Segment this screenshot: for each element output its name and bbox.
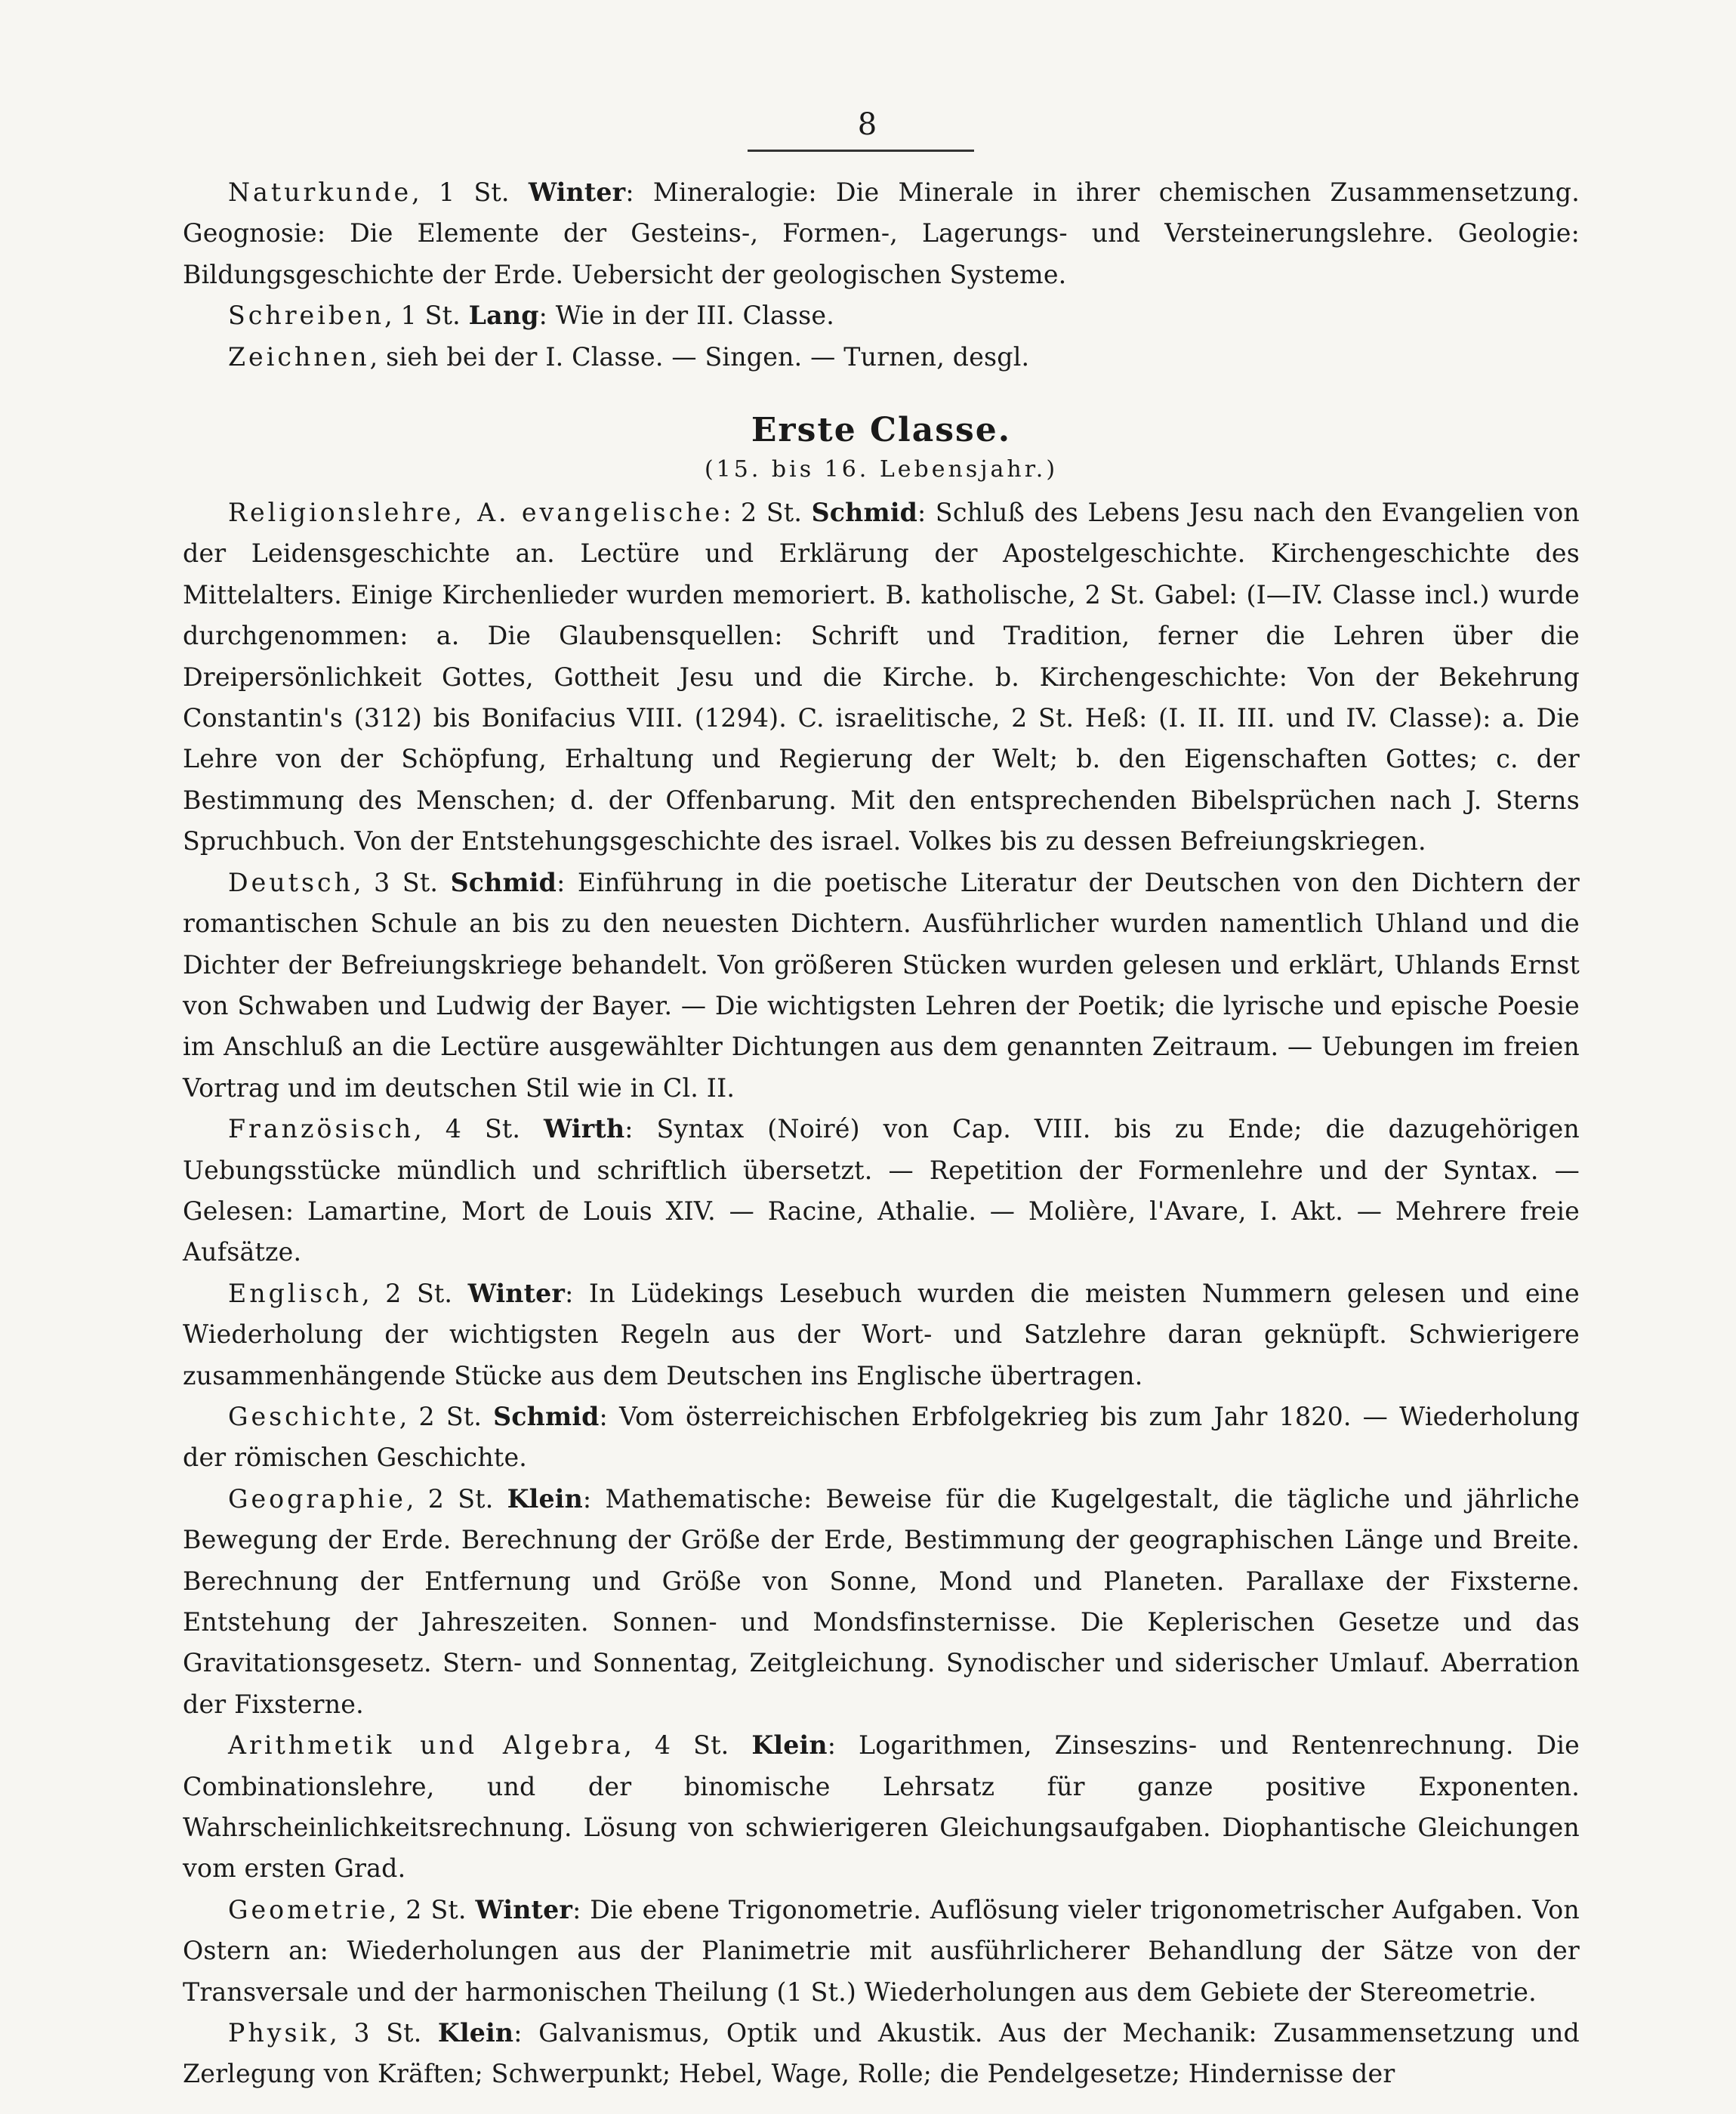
text-geschichte: : Vom österreichischen Erbfolgekrieg bis zum Jahr 1820. — Wiederholung der römischen Geschichte.: [183, 1401, 1580, 1473]
paragraph-geographie: [183, 1479, 1580, 1725]
teacher-geographie: Klein: [507, 1483, 583, 1514]
paragraph-schreiben: [183, 295, 1580, 336]
page-number: 8: [857, 107, 879, 142]
teacher-geometrie: Winter: [475, 1894, 573, 1924]
hours-deutsch: , 3 St.: [353, 867, 451, 897]
teacher-geschichte: Schmid: [493, 1401, 600, 1431]
teacher-arithmetik: Klein: [751, 1730, 828, 1761]
text-physik: : Galvanismus, Optik und Akustik. Aus der Mechanik: Zusammensetzung und Zerlegung von Kräften; Schwerpunkt; Hebel, Wage, Rolle; die Pendelgesetze; Hindernisse der: [183, 2018, 1580, 2089]
section-heading: Erste Classe.: [751, 411, 1012, 450]
subject-physik: Physik: [228, 2018, 330, 2048]
subject-arithmetik: Arithmetik und Algebra: [228, 1730, 624, 1761]
section-subheading: (15. bis 16. Lebensjahr.): [704, 456, 1059, 483]
text-arithmetik: : Logarithmen, Zinseszins- und Rentenrechnung. Die Combinationslehre, und der binomische Lehrsatz für ganze positive Exponenten. Wahrscheinlichkeitsrechnung. Lösung von schwierigeren Gleichungsaufgaben. Diophantische Gleichungen vom ersten Grad.: [183, 1730, 1580, 1884]
subject-zeichnen: Zeichnen: [228, 341, 370, 372]
body-text: [183, 172, 1580, 2095]
subject-geometrie: Geometrie: [228, 1894, 389, 1924]
teacher-religionslehre: Schmid: [811, 498, 918, 528]
text-geographie: : Mathematische: Beweise für die Kugelgestalt, die tägliche und jährliche Bewegung der Erde. Berechnung der Größe der Erde, Bestimmung der geographischen Länge und Breite. Berechnung der Entfernung und Größe von Sonne, Mond und Planeten. Parallaxe der Fixsterne. Entstehung der Jahreszeiten. Sonnen- und Mondsfinsternisse. Die Keplerischen Gesetze und das Gravitationsgesetz. Stern- und Sonnentag, Zeitgleichung. Synodischer und siderischer Umlauf. Aberration der Fixsterne.: [183, 1483, 1580, 1719]
latin-titles-franzoesisch: Lamartine, Mort de Louis XIV. — Racine, Athalie. — Molière, l'Avare, I. Akt.: [307, 1196, 1343, 1226]
teacher-physik: Klein: [437, 2018, 514, 2048]
paragraph-geschichte: [183, 1396, 1580, 1479]
text-naturkunde: : Mineralogie: Die Minerale in ihrer chemischen Zusammensetzung. Geognosie: Die Elemente der Gesteins-, Formen-, Lagerungs- und Versteinerungslehre. Geologie: Bildungsgeschichte der Erde. Uebersicht der geologischen Systeme.: [183, 177, 1580, 289]
hours-geometrie: , 2 St.: [388, 1894, 476, 1924]
text-deutsch: : Einführung in die poetische Literatur der Deutschen von den Dichtern der romantischen Schule an bis zu den neuesten Dichtern. Ausführlicher wurden namentlich Uhland und die Dichter der Befreiungskriege behandelt. Von größeren Stücken wurden gelesen und erklärt, Uhlands Ernst von Schwaben und Ludwig der Bayer. — Die wichtigsten Lehren der Poetik; die lyrische und epische Poesie im Anschluß an die Lectüre ausgewählter Dichtungen aus dem genannten Zeitraum. — Uebungen im freien Vortrag und im deutschen Stil wie in Cl. II.: [183, 867, 1580, 1103]
text-englisch: : In Lüdekings Lesebuch wurden die meisten Nummern gelesen und eine Wiederholung der wichtigsten Regeln aus der Wort- und Satzlehre daran geknüpft. Schwierigere zusammenhängende Stücke aus dem Deutschen ins Englische übertragen.: [183, 1278, 1580, 1390]
paragraph-arithmetik: [183, 1725, 1580, 1890]
paragraph-religionslehre: [183, 492, 1580, 863]
paragraph-naturkunde: [183, 172, 1580, 295]
hours-geographie: , 2 St.: [405, 1483, 507, 1514]
subject-religionslehre: Religionslehre, A. evangelische: [228, 498, 723, 528]
subject-geschichte: Geschichte: [228, 1401, 399, 1431]
teacher-schreiben: Lang: [468, 301, 539, 331]
subject-naturkunde: Naturkunde: [228, 177, 412, 207]
subject-englisch: Englisch: [228, 1278, 362, 1308]
subject-deutsch: Deutsch: [228, 867, 353, 897]
text-geometrie: : Die ebene Trigonometrie. Auflösung vieler trigonometrischer Aufgaben. Von Ostern an: Wiederholungen aus der Planimetrie mit ausführlicherer Behandlung der Sätze von der Transversale und der harmonischen Theilung (1 St.) Wiederholungen aus dem Gebiete der Stereometrie.: [183, 1894, 1580, 2007]
hours-schreiben: , 1 St.: [384, 301, 469, 331]
paragraph-franzoesisch: [183, 1109, 1580, 1273]
teacher-franzoesisch: Wirth: [544, 1114, 625, 1144]
hours-religionslehre: : 2 St.: [723, 498, 812, 528]
hours-naturkunde: , 1 St.: [412, 177, 529, 207]
paragraph-physik: [183, 2013, 1580, 2095]
text-zeichnen: , sieh bei der I. Classe. — Singen. — Turnen, desgl.: [369, 341, 1030, 372]
paragraph-zeichnen: [183, 337, 1580, 378]
hours-geschichte: , 2 St.: [399, 1401, 494, 1431]
hours-physik: , 3 St.: [329, 2018, 438, 2048]
teacher-naturkunde: Winter: [528, 177, 626, 207]
text-religionslehre: : Schluß des Lebens Jesu nach den Evangelien von der Leidensgeschichte an. Lectüre und Erklärung der Apostelgeschichte. Kirchengeschichte des Mittelalters. Einige Kirchenlieder wurden memoriert. B. katholische, 2 St. Gabel: (I—IV. Classe incl.) wurde durchgenommen: a. Die Glaubensquellen: Schrift und Tradition, ferner die Lehren über die Dreipersönlichkeit Gottes, Gottheit Jesu und die Kirche. b. Kirchengeschichte: Von der Bekehrung Constantin's (312) bis Bonifacius VIII. (1294). C. israelitische, 2 St. Heß: (I. II. III. und IV. Classe): a. Die Lehre von der Schöpfung, Erhaltung und Regierung der Welt; b. den Eigenschaften Gottes; c. der Bestimmung des Menschen; d. der Offenbarung. Mit den entsprechenden Bibelsprüchen nach J. Sterns Spruchbuch. Von der Entstehungsgeschichte des israel. Volkes bis zu dessen Befreiungskriegen.: [183, 498, 1580, 856]
hours-englisch: , 2 St.: [362, 1278, 468, 1308]
tail-franzoesisch: — Mehrere freie Aufsätze.: [183, 1196, 1580, 1267]
subject-franzoesisch: Französisch: [228, 1114, 415, 1144]
paragraph-geometrie: [183, 1890, 1580, 2013]
page-number-rule: [748, 150, 974, 152]
subject-schreiben: Schreiben: [228, 301, 385, 331]
paragraph-deutsch: [183, 863, 1580, 1109]
text-schreiben: : Wie in der III. Classe.: [538, 301, 834, 331]
teacher-deutsch: Schmid: [450, 867, 557, 897]
teacher-englisch: Winter: [467, 1278, 566, 1308]
paragraph-englisch: [183, 1273, 1580, 1396]
text-franzoesisch: : Syntax (Noiré) von Cap. VIII. bis zu Ende; die dazugehörigen Uebungsstücke mündlich und schriftlich übersetzt. — Repetition der Formenlehre und der Syntax. — Gelesen:: [183, 1114, 1580, 1226]
hours-franzoesisch: , 4 St.: [414, 1114, 544, 1144]
hours-arithmetik: , 4 St.: [624, 1730, 752, 1761]
subject-geographie: Geographie: [228, 1483, 406, 1514]
